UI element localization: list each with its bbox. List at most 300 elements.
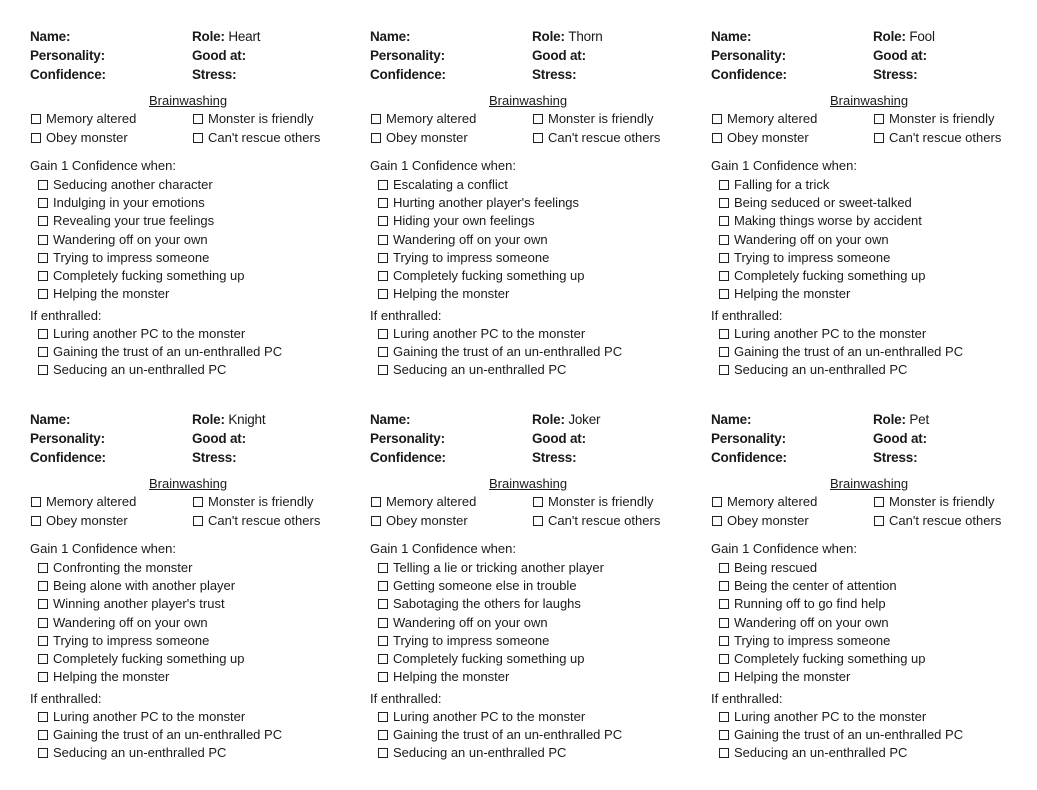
checkbox[interactable] [38,748,48,758]
gain-confidence-item[interactable] [378,213,535,229]
checkbox-label: Hiding your own feelings [393,213,535,229]
checkbox-label: Helping the monster [53,669,170,685]
checkbox[interactable] [719,329,729,339]
gain-confidence-item[interactable] [378,560,604,576]
checkbox-label: Trying to impress someone [393,632,550,648]
role-field [192,29,260,45]
enthralled-item[interactable] [38,326,245,342]
brainwashing-monster-is-friendly[interactable] [533,111,653,127]
confidence-field-label: Confidence: [30,450,106,465]
checkbox-label: Trying to impress someone [393,249,550,265]
checkbox[interactable] [38,198,48,208]
enthralled-item[interactable] [378,362,566,378]
brainwashing-memory-altered[interactable] [712,111,817,127]
enthralled-item[interactable] [38,727,282,743]
brainwashing-heading: Brainwashing [489,93,568,108]
checkbox-label: Being rescued [734,560,818,575]
brainwashing-obey-monster[interactable] [371,513,468,529]
if-enthralled-heading: If enthralled: [711,308,783,323]
checkbox[interactable] [719,636,729,646]
gain-confidence-item[interactable] [378,596,581,612]
checkbox[interactable] [38,271,48,281]
gain-confidence-item[interactable] [378,615,548,631]
brainwashing-obey-monster[interactable] [31,513,128,529]
character-card [370,29,700,399]
checkbox-label: Gaining the trust of an un-enthralled PC [734,727,964,743]
checkbox-label: Can't rescue others [208,513,321,528]
checkbox[interactable] [874,133,884,143]
gain-confidence-item[interactable] [719,633,890,649]
if-enthralled-heading: If enthralled: [711,691,783,706]
checkbox[interactable] [38,253,48,263]
stress-field-label: Stress: [532,67,577,82]
checkbox[interactable] [193,497,203,507]
enthralled-item[interactable] [378,727,622,743]
checkbox-label: Luring another PC to the monster [734,709,927,724]
checkbox[interactable] [712,497,722,507]
checkbox-label: Obey monster [46,130,128,145]
checkbox[interactable] [378,216,388,226]
checkbox-label: Trying to impress someone [53,249,210,265]
brainwashing-monster-is-friendly[interactable] [874,111,994,127]
checkbox[interactable] [38,712,48,722]
brainwashing-memory-altered[interactable] [371,494,476,510]
checkbox[interactable] [719,599,729,609]
checkbox[interactable] [719,654,729,664]
checkbox[interactable] [378,365,388,375]
checkbox[interactable] [378,180,388,190]
role-field [532,412,600,428]
checkbox-label: Completely fucking something up [393,651,585,666]
brainwashing-obey-monster[interactable] [712,130,809,146]
checkbox[interactable] [719,748,729,758]
checkbox[interactable] [38,289,48,299]
gain-confidence-item[interactable] [719,560,817,576]
brainwashing-cant-rescue-others[interactable] [533,513,660,529]
gain-confidence-item[interactable] [38,651,245,667]
checkbox-label: Obey monster [727,130,809,145]
checkbox[interactable] [38,730,48,740]
gain-confidence-heading: Gain 1 Confidence when: [711,158,857,173]
checkbox[interactable] [378,618,388,628]
checkbox-label: Gaining the trust of an un-enthralled PC [734,344,964,360]
checkbox[interactable] [533,114,543,124]
checkbox-label: Luring another PC to the monster [53,326,246,341]
gain-confidence-item[interactable] [719,268,926,284]
brainwashing-heading: Brainwashing [149,476,228,491]
brainwashing-memory-altered[interactable] [31,494,136,510]
character-card [370,412,700,782]
name-field-label: Name: [711,29,752,44]
gain-confidence-item[interactable] [38,596,225,612]
confidence-field-label: Confidence: [370,450,446,465]
good-at-field-label: Good at: [532,431,586,446]
role-value: Joker [568,412,601,427]
checkbox[interactable] [378,235,388,245]
gain-confidence-item[interactable] [719,596,886,612]
checkbox[interactable] [874,114,884,124]
checkbox[interactable] [719,289,729,299]
checkbox-label: Can't rescue others [208,130,321,145]
stress-field-label: Stress: [873,67,918,82]
enthralled-item[interactable] [378,344,622,360]
checkbox[interactable] [378,672,388,682]
gain-confidence-item[interactable] [719,651,926,667]
checkbox[interactable] [378,636,388,646]
checkbox-label: Gaining the trust of an un-enthralled PC [53,727,283,743]
personality-field-label: Personality: [30,431,105,446]
checkbox-label: Monster is friendly [548,111,654,126]
stress-field-label: Stress: [532,450,577,465]
checkbox-label: Falling for a trick [734,177,830,192]
checkbox[interactable] [378,654,388,664]
enthralled-item[interactable] [378,326,585,342]
brainwashing-heading: Brainwashing [149,93,228,108]
character-card [30,412,360,782]
gain-confidence-item[interactable] [38,177,213,193]
brainwashing-cant-rescue-others[interactable] [193,513,320,529]
checkbox[interactable] [31,516,41,526]
checkbox-label: Completely fucking something up [53,651,245,666]
checkbox[interactable] [719,180,729,190]
checkbox-label: Helping the monster [393,669,510,685]
gain-confidence-item[interactable] [719,177,829,193]
checkbox[interactable] [719,618,729,628]
checkbox[interactable] [719,563,729,573]
checkbox-label: Obey monster [386,130,468,145]
gain-confidence-item[interactable] [378,633,549,649]
checkbox-label: Being the center of attention [734,578,897,594]
role-label: Role: [532,29,565,44]
checkbox[interactable] [719,271,729,281]
checkbox-label: Can't rescue others [889,513,1002,528]
gain-confidence-item[interactable] [38,268,245,284]
brainwashing-monster-is-friendly[interactable] [193,111,313,127]
gain-confidence-item[interactable] [38,195,205,211]
stress-field-label: Stress: [192,67,237,82]
checkbox-label: Completely fucking something up [734,268,926,283]
checkbox[interactable] [719,253,729,263]
checkbox[interactable] [719,235,729,245]
gain-confidence-item[interactable] [378,268,585,284]
checkbox[interactable] [719,581,729,591]
name-field-label: Name: [30,412,71,427]
enthralled-item[interactable] [38,362,226,378]
checkbox-label: Wandering off on your own [734,614,889,630]
stress-field-label: Stress: [192,450,237,465]
gain-confidence-item[interactable] [38,669,169,685]
checkbox[interactable] [38,329,48,339]
gain-confidence-item[interactable] [378,250,549,266]
personality-field-label: Personality: [370,48,445,63]
checkbox-label: Helping the monster [734,669,851,685]
checkbox[interactable] [38,365,48,375]
checkbox-label: Monster is friendly [208,494,314,509]
brainwashing-memory-altered[interactable] [712,494,817,510]
gain-confidence-item[interactable] [719,286,850,302]
checkbox-label: Escalating a conflict [393,177,508,192]
checkbox-label: Completely fucking something up [53,268,245,283]
brainwashing-cant-rescue-others[interactable] [874,513,1001,529]
name-field-label: Name: [370,29,411,44]
checkbox-label: Monster is friendly [208,111,314,126]
gain-confidence-item[interactable] [378,578,577,594]
checkbox[interactable] [712,133,722,143]
checkbox[interactable] [371,133,381,143]
gain-confidence-item[interactable] [38,213,214,229]
checkbox-label: Wandering off on your own [53,231,208,247]
checkbox[interactable] [719,216,729,226]
checkbox[interactable] [712,114,722,124]
checkbox[interactable] [378,563,388,573]
checkbox[interactable] [378,347,388,357]
brainwashing-monster-is-friendly[interactable] [533,494,653,510]
gain-confidence-item[interactable] [719,250,890,266]
brainwashing-memory-altered[interactable] [31,111,136,127]
role-value: Heart [228,29,261,44]
confidence-field-label: Confidence: [711,67,787,82]
checkbox[interactable] [38,347,48,357]
checkbox[interactable] [31,114,41,124]
gain-confidence-item[interactable] [38,232,208,248]
checkbox[interactable] [31,497,41,507]
checkbox-label: Winning another player's trust [53,596,225,612]
gain-confidence-heading: Gain 1 Confidence when: [370,158,516,173]
good-at-field-label: Good at: [873,48,927,63]
gain-confidence-item[interactable] [378,177,508,193]
checkbox-label: Luring another PC to the monster [393,326,586,341]
gain-confidence-item[interactable] [38,560,192,576]
brainwashing-obey-monster[interactable] [31,130,128,146]
enthralled-item[interactable] [719,344,963,360]
checkbox-label: Trying to impress someone [53,632,210,648]
checkbox-label: Being seduced or sweet-talked [734,195,912,211]
gain-confidence-item[interactable] [719,232,889,248]
gain-confidence-item[interactable] [38,615,208,631]
enthralled-item[interactable] [38,745,226,761]
checkbox[interactable] [719,365,729,375]
checkbox[interactable] [378,289,388,299]
brainwashing-obey-monster[interactable] [371,130,468,146]
enthralled-item[interactable] [38,709,245,725]
checkbox[interactable] [38,216,48,226]
checkbox[interactable] [38,235,48,245]
enthralled-item[interactable] [719,362,907,378]
checkbox-label: Wandering off on your own [393,614,548,630]
gain-confidence-item[interactable] [38,633,209,649]
role-label: Role: [192,29,225,44]
checkbox-label: Helping the monster [53,286,170,302]
checkbox-label: Being alone with another player [53,578,236,594]
checkbox[interactable] [38,599,48,609]
checkbox-label: Memory altered [46,111,137,126]
gain-confidence-item[interactable] [378,651,585,667]
enthralled-item[interactable] [378,745,566,761]
checkbox[interactable] [193,516,203,526]
enthralled-item[interactable] [719,709,926,725]
confidence-field-label: Confidence: [370,67,446,82]
role-field [532,29,603,45]
name-field-label: Name: [370,412,411,427]
character-card [711,412,1037,782]
checkbox[interactable] [378,581,388,591]
checkbox-label: Seducing an un-enthralled PC [393,745,567,761]
enthralled-item[interactable] [719,326,926,342]
role-field [873,412,929,428]
if-enthralled-heading: If enthralled: [30,691,102,706]
checkbox[interactable] [378,329,388,339]
checkbox-label: Seducing an un-enthralled PC [734,745,908,761]
personality-field-label: Personality: [711,431,786,446]
checkbox-label: Can't rescue others [548,513,661,528]
gain-confidence-heading: Gain 1 Confidence when: [30,158,176,173]
checkbox[interactable] [719,730,729,740]
stress-field-label: Stress: [873,450,918,465]
checkbox[interactable] [38,672,48,682]
gain-confidence-item[interactable] [719,195,912,211]
checkbox-label: Revealing your true feelings [53,213,215,229]
personality-field-label: Personality: [370,431,445,446]
checkbox-label: Can't rescue others [889,130,1002,145]
role-field [873,29,935,45]
checkbox-label: Gaining the trust of an un-enthralled PC [53,344,283,360]
if-enthralled-heading: If enthralled: [30,308,102,323]
checkbox-label: Sabotaging the others for laughs [393,596,581,612]
checkbox[interactable] [193,133,203,143]
checkbox[interactable] [371,497,381,507]
name-field-label: Name: [30,29,71,44]
gain-confidence-heading: Gain 1 Confidence when: [711,541,857,556]
checkbox[interactable] [874,516,884,526]
checkbox-label: Wandering off on your own [53,614,208,630]
checkbox-label: Seducing an un-enthralled PC [53,745,227,761]
checkbox-label: Wandering off on your own [734,231,889,247]
checkbox[interactable] [38,563,48,573]
checkbox[interactable] [533,133,543,143]
checkbox-label: Monster is friendly [889,494,995,509]
brainwashing-heading: Brainwashing [830,93,909,108]
role-label: Role: [873,29,906,44]
checkbox[interactable] [378,599,388,609]
confidence-field-label: Confidence: [30,67,106,82]
enthralled-item[interactable] [719,727,963,743]
checkbox[interactable] [38,654,48,664]
checkbox[interactable] [38,581,48,591]
checkbox[interactable] [378,748,388,758]
gain-confidence-item[interactable] [719,578,897,594]
if-enthralled-heading: If enthralled: [370,308,442,323]
gain-confidence-item[interactable] [719,615,889,631]
checkbox-label: Indulging in your emotions [53,195,205,211]
checkbox-label: Luring another PC to the monster [393,709,586,724]
gain-confidence-item[interactable] [38,286,169,302]
brainwashing-obey-monster[interactable] [712,513,809,529]
checkbox[interactable] [533,497,543,507]
gain-confidence-item[interactable] [378,195,579,211]
role-value: Knight [228,412,266,427]
checkbox[interactable] [193,114,203,124]
checkbox-label: Memory altered [46,494,137,509]
checkbox[interactable] [371,516,381,526]
checkbox[interactable] [719,712,729,722]
role-label: Role: [873,412,906,427]
checkbox-label: Making things worse by accident [734,213,922,229]
checkbox[interactable] [719,672,729,682]
character-card [711,29,1037,399]
gain-confidence-item[interactable] [378,286,509,302]
checkbox[interactable] [378,198,388,208]
checkbox-label: Luring another PC to the monster [53,709,246,724]
checkbox[interactable] [378,253,388,263]
role-value: Pet [909,412,929,427]
enthralled-item[interactable] [378,709,585,725]
gain-confidence-item[interactable] [719,213,922,229]
checkbox[interactable] [378,271,388,281]
checkbox-label: Memory altered [386,111,477,126]
checkbox[interactable] [378,730,388,740]
brainwashing-memory-altered[interactable] [371,111,476,127]
brainwashing-cant-rescue-others[interactable] [193,130,320,146]
checkbox[interactable] [533,516,543,526]
checkbox[interactable] [38,180,48,190]
brainwashing-monster-is-friendly[interactable] [193,494,313,510]
checkbox-label: Obey monster [386,513,468,528]
checkbox-label: Trying to impress someone [734,249,891,265]
checkbox[interactable] [31,133,41,143]
checkbox[interactable] [38,618,48,628]
checkbox-label: Gaining the trust of an un-enthralled PC [393,727,623,743]
checkbox-label: Gaining the trust of an un-enthralled PC [393,344,623,360]
checkbox[interactable] [378,712,388,722]
enthralled-item[interactable] [38,344,282,360]
brainwashing-cant-rescue-others[interactable] [874,130,1001,146]
gain-confidence-item[interactable] [378,669,509,685]
role-value: Thorn [568,29,603,44]
checkbox-label: Luring another PC to the monster [734,326,927,341]
checkbox-label: Monster is friendly [548,494,654,509]
confidence-field-label: Confidence: [711,450,787,465]
checkbox[interactable] [719,347,729,357]
gain-confidence-item[interactable] [38,578,235,594]
name-field-label: Name: [711,412,752,427]
gain-confidence-item[interactable] [719,669,850,685]
gain-confidence-item[interactable] [38,250,209,266]
checkbox-label: Wandering off on your own [393,231,548,247]
good-at-field-label: Good at: [192,431,246,446]
checkbox[interactable] [371,114,381,124]
checkbox-label: Confronting the monster [53,560,193,575]
checkbox[interactable] [719,198,729,208]
checkbox[interactable] [38,636,48,646]
enthralled-item[interactable] [719,745,907,761]
checkbox-label: Seducing an un-enthralled PC [393,362,567,378]
checkbox-label: Obey monster [727,513,809,528]
good-at-field-label: Good at: [192,48,246,63]
checkbox[interactable] [874,497,884,507]
checkbox-label: Obey monster [46,513,128,528]
gain-confidence-item[interactable] [378,232,548,248]
checkbox-label: Seducing another character [53,177,213,192]
checkbox-label: Completely fucking something up [734,651,926,666]
checkbox-label: Hurting another player's feelings [393,195,580,211]
role-label: Role: [532,412,565,427]
checkbox[interactable] [712,516,722,526]
checkbox-label: Seducing an un-enthralled PC [734,362,908,378]
good-at-field-label: Good at: [873,431,927,446]
personality-field-label: Personality: [30,48,105,63]
brainwashing-cant-rescue-others[interactable] [533,130,660,146]
brainwashing-monster-is-friendly[interactable] [874,494,994,510]
